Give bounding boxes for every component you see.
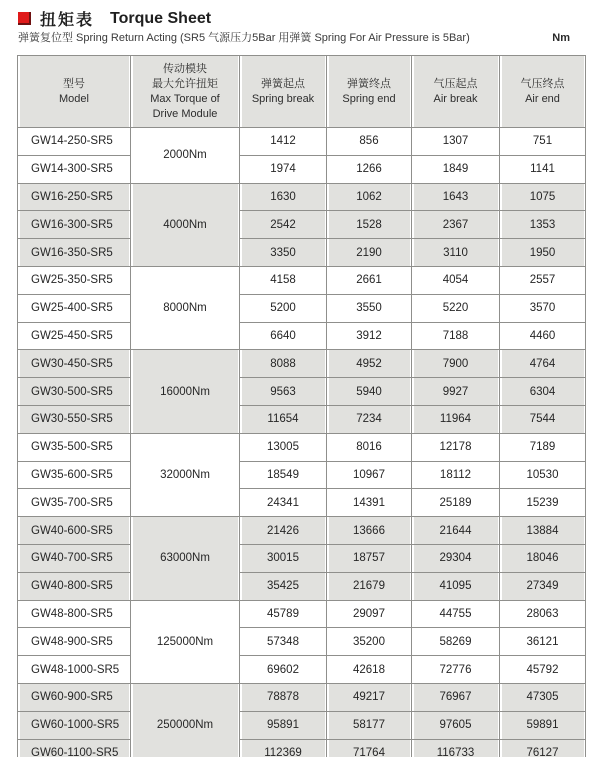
spring-break-cell: 1630 xyxy=(240,183,327,211)
spring-break-cell: 11654 xyxy=(240,405,327,433)
air-break-cell: 58269 xyxy=(412,628,500,656)
spring-break-cell: 2542 xyxy=(240,211,327,239)
model-label: GW16-350-SR5 xyxy=(31,246,113,259)
air-end-cell: 7544 xyxy=(500,405,586,433)
air-break-cell: 18112 xyxy=(412,461,500,489)
spring-break-cell: 18549 xyxy=(240,461,327,489)
spring-break-cell: 4158 xyxy=(240,266,327,294)
table-row xyxy=(18,572,586,600)
page-title xyxy=(18,7,211,30)
model-label: GW30-500-SR5 xyxy=(31,385,113,398)
table-row xyxy=(18,489,586,517)
spring-end-cell: 3550 xyxy=(327,294,412,322)
air-break-cell: 41095 xyxy=(412,572,500,600)
table-row xyxy=(18,378,586,406)
air-end-cell: 751 xyxy=(500,128,586,156)
subtitle-row xyxy=(18,29,570,45)
col-header-spring-end xyxy=(327,56,412,128)
column-header-line: 气压起点 xyxy=(433,77,478,90)
red-bullet-icon xyxy=(18,12,31,25)
spring-end-cell: 42618 xyxy=(327,656,412,684)
air-break-cell: 3110 xyxy=(412,239,500,267)
spring-break-cell: 95891 xyxy=(240,711,327,739)
air-end-cell: 1141 xyxy=(500,155,586,183)
air-end-cell: 1950 xyxy=(500,239,586,267)
table-row xyxy=(18,739,586,757)
model-label: GW25-450-SR5 xyxy=(31,329,113,342)
spring-break-cell: 24341 xyxy=(240,489,327,517)
air-end-cell: 10530 xyxy=(500,461,586,489)
spring-break-cell: 9563 xyxy=(240,378,327,406)
model-cell xyxy=(18,155,131,183)
torque-table xyxy=(17,55,586,757)
model-label: GW25-400-SR5 xyxy=(31,302,113,315)
column-header-line: Spring break xyxy=(251,92,315,105)
spring-break-cell: 57348 xyxy=(240,628,327,656)
spring-end-cell: 3912 xyxy=(327,322,412,350)
table-row xyxy=(18,517,586,545)
air-break-cell: 29304 xyxy=(412,544,500,572)
table-header-row xyxy=(18,56,586,128)
column-header-line: Air break xyxy=(433,92,478,105)
table-row xyxy=(18,461,586,489)
air-break-cell: 76967 xyxy=(412,683,500,711)
max-torque-cell: 2000Nm xyxy=(131,128,240,184)
air-break-cell: 7900 xyxy=(412,350,500,378)
max-torque-cell: 63000Nm xyxy=(131,517,240,600)
air-end-cell: 1353 xyxy=(500,211,586,239)
model-cell xyxy=(18,128,131,156)
model-label: GW40-800-SR5 xyxy=(31,580,113,593)
air-end-cell: 4460 xyxy=(500,322,586,350)
spring-end-cell: 13666 xyxy=(327,517,412,545)
col-header-air-break xyxy=(412,56,500,128)
column-header-line: Max Torque of xyxy=(150,92,220,105)
column-header-line: Model xyxy=(59,92,89,105)
spring-end-cell: 4952 xyxy=(327,350,412,378)
model-cell xyxy=(18,239,131,267)
model-label: GW30-450-SR5 xyxy=(31,357,113,370)
model-cell xyxy=(18,683,131,711)
model-cell xyxy=(18,656,131,684)
model-cell xyxy=(18,183,131,211)
model-cell xyxy=(18,517,131,545)
air-end-cell: 45792 xyxy=(500,656,586,684)
air-break-cell: 44755 xyxy=(412,600,500,628)
table-row xyxy=(18,128,586,156)
spring-break-cell: 1974 xyxy=(240,155,327,183)
spring-break-cell: 35425 xyxy=(240,572,327,600)
column-header-line: 最大允许扭矩 xyxy=(152,77,218,90)
table-row xyxy=(18,683,586,711)
column-header-line: Air end xyxy=(525,92,560,105)
air-end-cell: 28063 xyxy=(500,600,586,628)
air-end-cell: 47305 xyxy=(500,683,586,711)
table-row xyxy=(18,433,586,461)
air-end-cell: 59891 xyxy=(500,711,586,739)
model-cell xyxy=(18,489,131,517)
table-row xyxy=(18,628,586,656)
max-torque-cell: 32000Nm xyxy=(131,433,240,516)
model-cell xyxy=(18,628,131,656)
spring-break-cell: 8088 xyxy=(240,350,327,378)
spring-end-cell: 14391 xyxy=(327,489,412,517)
model-label: GW60-1000-SR5 xyxy=(31,719,120,732)
col-header-model xyxy=(18,56,131,128)
col-header-spring-break xyxy=(240,56,327,128)
air-break-cell: 12178 xyxy=(412,433,500,461)
table-row xyxy=(18,266,586,294)
model-cell xyxy=(18,739,131,757)
model-cell xyxy=(18,378,131,406)
air-break-cell: 9927 xyxy=(412,378,500,406)
model-label: GW30-550-SR5 xyxy=(31,413,113,426)
model-label: GW60-900-SR5 xyxy=(31,691,113,704)
model-label: GW16-250-SR5 xyxy=(31,190,113,203)
max-torque-cell: 16000Nm xyxy=(131,350,240,433)
model-label: GW40-600-SR5 xyxy=(31,524,113,537)
column-header-line: Drive Module xyxy=(152,107,218,120)
air-break-cell: 7188 xyxy=(412,322,500,350)
air-end-cell: 18046 xyxy=(500,544,586,572)
col-header-max-torque xyxy=(131,56,240,128)
model-cell xyxy=(18,322,131,350)
spring-break-cell: 78878 xyxy=(240,683,327,711)
air-break-cell: 11964 xyxy=(412,405,500,433)
table-row xyxy=(18,711,586,739)
model-label: GW40-700-SR5 xyxy=(31,552,113,565)
spring-break-cell: 5200 xyxy=(240,294,327,322)
title-english: Torque Sheet xyxy=(110,9,212,27)
table-row xyxy=(18,155,586,183)
unit-label: Nm xyxy=(552,32,570,44)
model-cell xyxy=(18,711,131,739)
column-header-line: Spring end xyxy=(342,92,396,105)
air-break-cell: 97605 xyxy=(412,711,500,739)
table-row xyxy=(18,294,586,322)
spring-break-cell: 3350 xyxy=(240,239,327,267)
spring-end-cell: 35200 xyxy=(327,628,412,656)
column-header-line: 传动模块 xyxy=(163,62,207,75)
air-break-cell: 116733 xyxy=(412,739,500,757)
air-end-cell: 4764 xyxy=(500,350,586,378)
spring-end-cell: 1528 xyxy=(327,211,412,239)
spring-break-cell: 30015 xyxy=(240,544,327,572)
table-row xyxy=(18,183,586,211)
table-row xyxy=(18,405,586,433)
table-row xyxy=(18,656,586,684)
air-end-cell: 15239 xyxy=(500,489,586,517)
model-label: GW16-300-SR5 xyxy=(31,218,113,231)
column-header-line: 弹簧起点 xyxy=(261,77,305,90)
air-break-cell: 5220 xyxy=(412,294,500,322)
model-label: GW48-800-SR5 xyxy=(31,607,113,620)
air-break-cell: 2367 xyxy=(412,211,500,239)
max-torque-cell: 250000Nm xyxy=(131,683,240,757)
air-break-cell: 1849 xyxy=(412,155,500,183)
spring-end-cell: 10967 xyxy=(327,461,412,489)
model-cell xyxy=(18,572,131,600)
col-header-air-end xyxy=(500,56,586,128)
spring-end-cell: 1062 xyxy=(327,183,412,211)
table-row xyxy=(18,600,586,628)
spring-break-cell: 112369 xyxy=(240,739,327,757)
spring-end-cell: 18757 xyxy=(327,544,412,572)
air-end-cell: 1075 xyxy=(500,183,586,211)
column-header-line: 气压终点 xyxy=(520,77,565,90)
model-cell xyxy=(18,433,131,461)
spring-end-cell: 2661 xyxy=(327,266,412,294)
spring-end-cell: 856 xyxy=(327,128,412,156)
model-cell xyxy=(18,600,131,628)
air-end-cell: 36121 xyxy=(500,628,586,656)
air-break-cell: 25189 xyxy=(412,489,500,517)
air-end-cell: 76127 xyxy=(500,739,586,757)
model-cell xyxy=(18,211,131,239)
table-row xyxy=(18,239,586,267)
air-break-cell: 1307 xyxy=(412,128,500,156)
table-row xyxy=(18,544,586,572)
model-label: GW48-1000-SR5 xyxy=(31,663,120,676)
air-end-cell: 27349 xyxy=(500,572,586,600)
max-torque-cell: 8000Nm xyxy=(131,266,240,349)
model-cell xyxy=(18,405,131,433)
air-end-cell: 7189 xyxy=(500,433,586,461)
max-torque-cell: 4000Nm xyxy=(131,183,240,266)
title-chinese: 扭矩表 xyxy=(40,12,95,29)
spring-end-cell: 49217 xyxy=(327,683,412,711)
table-row xyxy=(18,350,586,378)
spring-break-cell: 45789 xyxy=(240,600,327,628)
column-header-line: 弹簧终点 xyxy=(347,77,391,90)
air-end-cell: 6304 xyxy=(500,378,586,406)
max-torque-cell: 125000Nm xyxy=(131,600,240,683)
spring-end-cell: 5940 xyxy=(327,378,412,406)
model-label: GW48-900-SR5 xyxy=(31,635,113,648)
model-label: GW35-500-SR5 xyxy=(31,441,113,454)
model-cell xyxy=(18,350,131,378)
model-label: GW14-300-SR5 xyxy=(31,163,113,176)
table-row xyxy=(18,211,586,239)
model-cell xyxy=(18,294,131,322)
air-break-cell: 4054 xyxy=(412,266,500,294)
air-end-cell: 3570 xyxy=(500,294,586,322)
model-cell xyxy=(18,461,131,489)
air-break-cell: 21644 xyxy=(412,517,500,545)
air-end-cell: 2557 xyxy=(500,266,586,294)
spring-end-cell: 7234 xyxy=(327,405,412,433)
subtitle-text: 弹簧复位型 Spring Return Acting (SR5 气源压力5Bar 用弹簧 Spring For Air Pressure is 5Bar) xyxy=(18,32,470,44)
table-row xyxy=(18,322,586,350)
column-header-line: 型号 xyxy=(63,77,85,90)
spring-end-cell: 71764 xyxy=(327,739,412,757)
model-cell xyxy=(18,544,131,572)
spring-break-cell: 21426 xyxy=(240,517,327,545)
model-label: GW60-1100-SR5 xyxy=(31,746,119,757)
air-break-cell: 72776 xyxy=(412,656,500,684)
spring-end-cell: 2190 xyxy=(327,239,412,267)
model-label: GW35-700-SR5 xyxy=(31,496,113,509)
spring-end-cell: 58177 xyxy=(327,711,412,739)
air-end-cell: 13884 xyxy=(500,517,586,545)
spring-break-cell: 1412 xyxy=(240,128,327,156)
spring-end-cell: 21679 xyxy=(327,572,412,600)
model-cell xyxy=(18,266,131,294)
spring-end-cell: 29097 xyxy=(327,600,412,628)
spring-end-cell: 8016 xyxy=(327,433,412,461)
spring-break-cell: 6640 xyxy=(240,322,327,350)
model-label: GW25-350-SR5 xyxy=(31,274,113,287)
spring-break-cell: 69602 xyxy=(240,656,327,684)
model-label: GW14-250-SR5 xyxy=(31,135,113,148)
model-label: GW35-600-SR5 xyxy=(31,468,113,481)
spring-end-cell: 1266 xyxy=(327,155,412,183)
spring-break-cell: 13005 xyxy=(240,433,327,461)
air-break-cell: 1643 xyxy=(412,183,500,211)
